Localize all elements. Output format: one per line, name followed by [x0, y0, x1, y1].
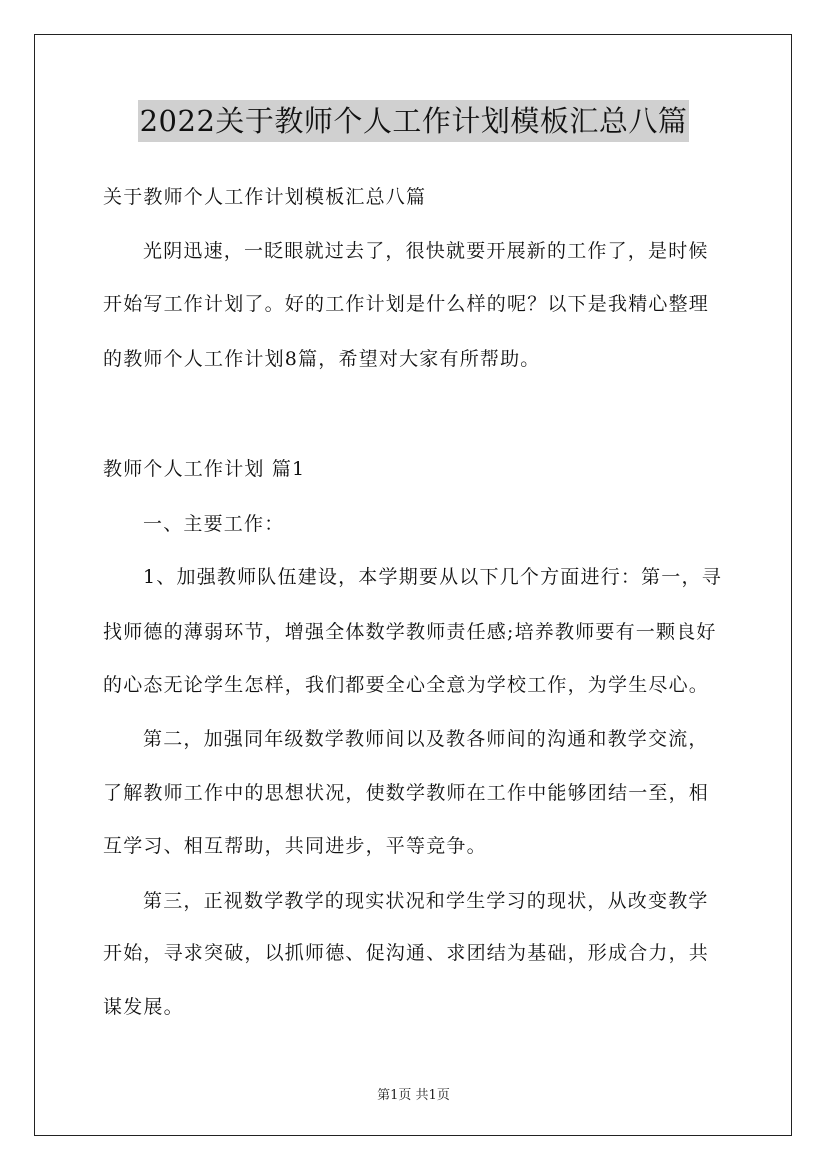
paragraph-1-line-1: 1、加强教师队伍建设，本学期要从以下几个方面进行：第一，寻: [143, 566, 722, 588]
paragraph-3-line-1: 第三，正视数学教学的现实状况和学生学习的现状，从改变教学: [143, 890, 709, 912]
section-heading: [103, 452, 725, 484]
paragraph-1-line-2: 找师德的薄弱环节，增强全体数学教师责任感;培养教师要有一颗良好: [103, 621, 717, 643]
paragraph-3-line-2: 开始，寻求突破，以抓师德、促沟通、求团结为基础，形成合力，共: [103, 942, 710, 964]
paragraph-3-line-3: 谋发展。: [103, 996, 184, 1018]
intro-line-2: 开始写工作计划了。好的工作计划是什么样的呢？以下是我精心整理: [103, 293, 710, 315]
section-heading-text: 教师个人工作计划 篇1: [103, 458, 306, 480]
intro-line-1: 光阴迅速，一眨眼就过去了，很快就要开展新的工作了，是时候: [143, 240, 709, 262]
subheading: [103, 505, 725, 537]
document-title-text: 2022关于教师个人工作计划模板汇总八篇: [138, 100, 690, 142]
document-subtitle: [103, 178, 725, 210]
paragraph-2-line-3: 互学习、相互帮助，共同进步，平等竞争。: [103, 835, 487, 857]
paragraph-2-line-2: 了解教师工作中的思想状况，使数学教师在工作中能够团结一至，相: [103, 782, 710, 804]
paragraph-1: [103, 556, 725, 706]
paragraph-2: [103, 718, 725, 868]
paragraph-1-line-3: 的心态无论学生怎样，我们都要全心全意为学校工作，为学生尽心。: [103, 674, 710, 696]
intro-line-3: 的教师个人工作计划8篇，希望对大家有所帮助。: [103, 348, 541, 370]
subtitle-text: 关于教师个人工作计划模板汇总八篇: [103, 186, 427, 208]
document-title: [0, 100, 827, 142]
subheading-text: 一、主要工作：: [143, 513, 285, 535]
page-number-footer: 第1页 共1页: [377, 1088, 450, 1103]
paragraph-2-line-1: 第二，加强同年级数学教师间以及教各师间的沟通和教学交流，: [143, 728, 709, 750]
intro-paragraph: [103, 228, 725, 378]
paragraph-3: [103, 880, 725, 1030]
